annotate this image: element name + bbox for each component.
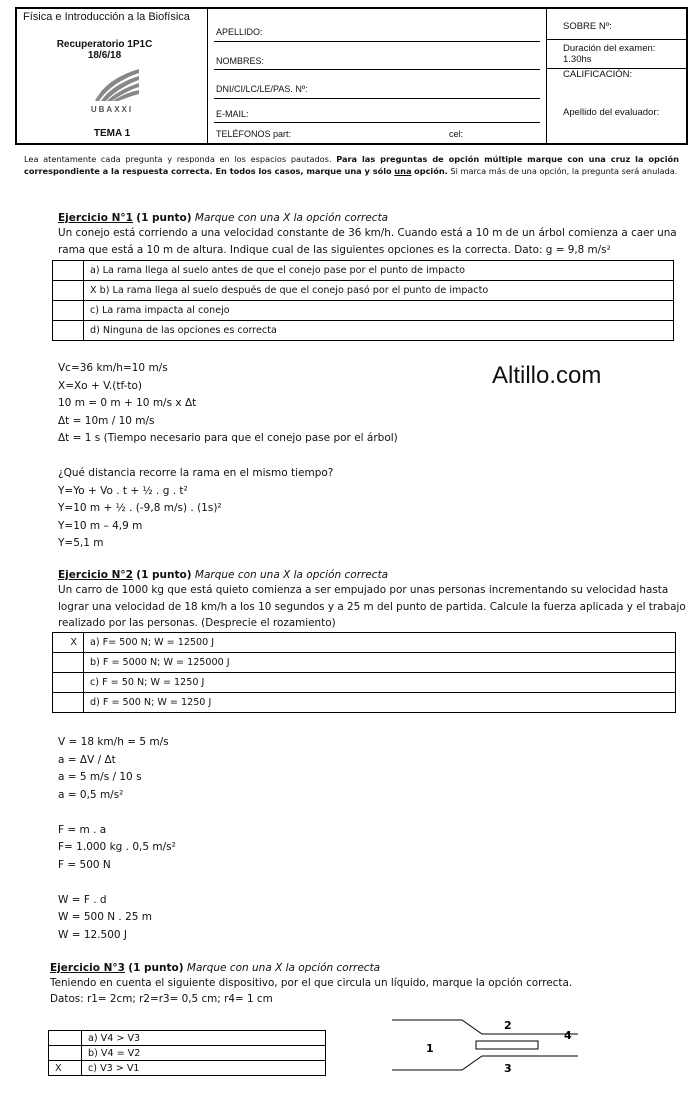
ex2-calc-line: W = F . d — [58, 893, 107, 906]
ex1-calc-line: X=Xo + V.(tf-to) — [58, 379, 143, 392]
ex2-calc-line: F = 500 N — [58, 858, 111, 871]
ex1-option-b[interactable]: X b) La rama llega al suelo después de que el conejo pasó por el punto de impacto — [53, 281, 674, 301]
ex2-calc-line: F= 1.000 kg . 0,5 m/s² — [58, 841, 176, 853]
ex1-solution — [58, 360, 398, 553]
field-telefonos[interactable]: TELÉFONOS part: — [216, 129, 292, 139]
ex2-statement: Un carro de 1000 kg que está quieto comienza a ser empujado por unas personas incrementando su velocidad hasta lograr una velocidad de 18 km/h a los 10 segundos y a 25 m del punto de partida. Calcule la fuerza aplicada y el trabajo realizado por las personas. (Desprecie el rozamiento) — [58, 584, 686, 629]
field-email[interactable]: E-MAIL: — [214, 99, 540, 123]
field-cel[interactable]: cel: — [449, 129, 464, 139]
field-apellido[interactable]: APELLIDO: — [214, 12, 540, 42]
ex3-option-c[interactable]: X c) V3 > V1 — [49, 1061, 326, 1076]
ex2-solution — [58, 734, 176, 944]
ex1-calc-line: Δt = 10m / 10 m/s — [58, 414, 155, 427]
ex2-heading: Ejercicio N°2 (1 punto) Marque con una X la opción correcta — [58, 569, 389, 581]
label-1: 1 — [426, 1042, 434, 1055]
ex1-calc-line: Y=10 m – 4,9 m — [58, 519, 143, 532]
field-duracion: Duración del examen: 1.30hs — [547, 40, 688, 69]
field-evaluador: Apellido del evaluador: — [563, 107, 660, 118]
ex1-calc-line: Y=Yo + Vo . t + ½ . g . t² — [58, 484, 188, 497]
ex2-option-b[interactable]: b) F = 5000 N; W = 125000 J — [53, 653, 676, 673]
ex1-calc-line: Y=10 m + ½ . (-9,8 m/s) . (1s)² — [58, 502, 222, 514]
ex2-calc-line: a = 5 m/s / 10 s — [58, 771, 142, 783]
tema: TEMA 1 — [93, 128, 131, 139]
ex2-options — [52, 632, 676, 713]
ex3-option-a[interactable]: a) V4 > V3 — [49, 1031, 326, 1046]
watermark: Altillo.com — [492, 362, 602, 389]
pipe-upper-wall — [392, 1020, 578, 1034]
exam-date: 18/6/18 — [87, 50, 122, 61]
student-fields — [208, 9, 547, 143]
course-cell — [17, 9, 208, 143]
field-sobre: SOBRE Nº: — [547, 9, 688, 40]
exam-name: Recuperatorio 1P1C — [56, 39, 153, 50]
ex1-option-d[interactable]: d) Ninguna de las opciones es correcta — [53, 321, 674, 341]
ex1-calc-line — [58, 448, 398, 466]
ex1-heading: Ejercicio N°1 (1 punto) Marque con una X la opción correcta — [58, 212, 389, 224]
pipe-insert — [476, 1041, 538, 1049]
field-dni[interactable]: DNI/CI/LC/LE/PAS. Nº: — [214, 70, 540, 99]
ex1-option-c[interactable]: c) La rama impacta al conejo — [53, 301, 674, 321]
ex2-calc-line: W = 500 N . 25 m — [58, 911, 153, 923]
ex2-option-a[interactable]: X a) F= 500 N; W = 12500 J — [53, 633, 676, 653]
ex3-statement: Teniendo en cuenta el siguiente dispositivo, por el que circula un líquido, marque la opción correcta. — [50, 977, 573, 989]
ex3-options — [48, 1030, 326, 1076]
ex2-calc-line: W = 12.500 J — [58, 928, 128, 941]
logo-text: UBAXXI — [90, 105, 134, 114]
ex3-option-b[interactable]: b) V4 = V2 — [49, 1046, 326, 1061]
instructions: Lea atentamente cada pregunta y responda en los espacios pautados. Para las preguntas de opción múltiple marque con una cruz la opción correspondiente a la respuesta correcta. En todos los casos, marque una y sólo una opción. Si marca más de una opción, la pregunta será anulada. — [24, 154, 679, 176]
label-2: 2 — [504, 1019, 512, 1032]
field-calificacion: CALIFICACIÓN: — [563, 69, 633, 80]
ex3-data: Datos: r1= 2cm; r2=r3= 0,5 cm; r4= 1 cm — [50, 993, 273, 1005]
pipe-lower-wall — [392, 1056, 578, 1070]
ex1-statement: Un conejo está corriendo a una velocidad constante de 36 km/h. Cuando está a 10 m de un árbol comienza a caer una rama que está a 10 m de altura. Indique cual de las siguientes opciones es la correcta. Dato: g = 9,8 m/s² — [58, 227, 677, 256]
label-3: 3 — [504, 1062, 512, 1075]
exam-header — [15, 7, 688, 145]
ex1-options — [52, 260, 674, 341]
ubaxxi-logo-icon — [89, 67, 141, 103]
ex1-calc-line: ¿Qué distancia recorre la rama en el mismo tiempo? — [58, 467, 334, 479]
ex2-calc-line — [58, 874, 176, 892]
ex2-option-c[interactable]: c) F = 50 N; W = 1250 J — [53, 673, 676, 693]
ex2-calc-line — [58, 804, 176, 822]
pipe-diagram — [390, 1010, 590, 1080]
ex2-option-d[interactable]: d) F = 500 N; W = 1250 J — [53, 693, 676, 713]
ex2-calc-line: a = 0,5 m/s² — [58, 788, 124, 801]
ex1-calc-line: Δt = 1 s (Tiempo necesario para que el conejo pase por el árbol) — [58, 432, 398, 444]
admin-fields — [547, 9, 688, 143]
ex3-heading: Ejercicio N°3 (1 punto) Marque con una X la opción correcta — [50, 962, 381, 974]
label-4: 4 — [564, 1029, 572, 1042]
field-nombres[interactable]: NOMBRES: — [214, 42, 540, 70]
ex1-calc-line: Vc=36 km/h=10 m/s — [58, 362, 168, 374]
ex1-calc-line: Y=5,1 m — [58, 537, 104, 549]
ex1-option-a[interactable]: a) La rama llega al suelo antes de que el conejo pase por el punto de impacto — [53, 261, 674, 281]
ex2-calc-line: F = m . a — [58, 823, 107, 836]
ex2-calc-line: a = ΔV / Δt — [58, 753, 116, 766]
course-name: Física e Introducción a la Biofísica — [23, 11, 190, 23]
ex2-calc-line: V = 18 km/h = 5 m/s — [58, 736, 169, 748]
ex1-calc-line: 10 m = 0 m + 10 m/s x Δt — [58, 397, 197, 409]
